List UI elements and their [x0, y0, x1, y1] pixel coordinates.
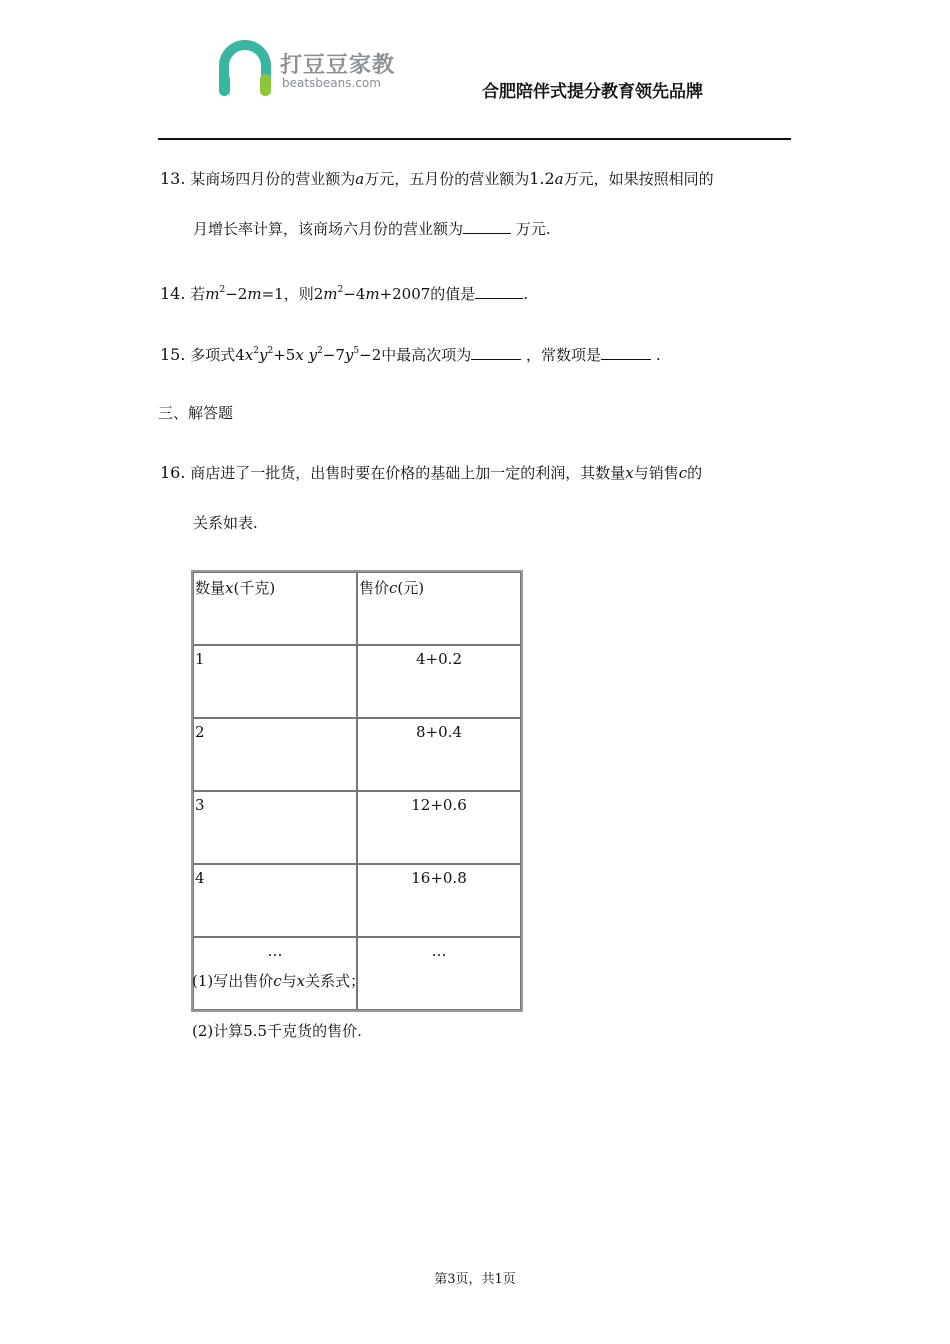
table-cell: 3 [193, 791, 357, 864]
table-row [193, 791, 521, 864]
answer-blank-constant[interactable] [601, 345, 651, 360]
question-16-part2: (2)计算5.5千克货的售价. [192, 1022, 362, 1040]
brand-logo [216, 38, 416, 100]
table-cell: 2 [193, 718, 357, 791]
table-header-cell: 售价c(元) [357, 572, 521, 645]
question-16-part1: (1)写出售价c与x关系式； [192, 972, 366, 990]
question-15: 15. 多项式$4x^2y^2+5x$ $y^2-7y^5-2$中最高次项为 ，常数项是 . [160, 345, 661, 364]
table-row [193, 718, 521, 791]
table-cell: 8+0.4 [357, 718, 521, 791]
table-cell: … [193, 937, 357, 1010]
brand-url: beatsbeans.com [282, 76, 381, 90]
table-cell: 1 [193, 645, 357, 718]
table-cell: 16+0.8 [357, 864, 521, 937]
table-row [193, 864, 521, 937]
table-cell: 4+0.2 [357, 645, 521, 718]
table-header-cell: 数量x(千克) [193, 572, 357, 645]
question-13-line1: 13. 某商场四月份的营业额为a万元，五月份的营业额为1.2a万元，如果按照相同的 [160, 169, 714, 188]
price-table [191, 570, 523, 1012]
header-slogan: 合肥陪伴式提分教育领先品牌 [482, 82, 703, 102]
answer-blank-highest-term[interactable] [471, 345, 521, 360]
answer-blank[interactable] [463, 219, 511, 234]
header-divider [158, 138, 791, 140]
table-row [193, 645, 521, 718]
question-16-line2: 关系如表. [193, 514, 258, 532]
table-cell: 4 [193, 864, 357, 937]
question-14: 14. 若$m^2-2m=1$，则$2m^2-4m+2007$的值是 . [160, 284, 529, 303]
question-13-line2: 月增长率计算，该商场六月份的营业额为 万元. [193, 220, 551, 238]
table-cell: 12+0.6 [357, 791, 521, 864]
page-number: 第3页，共1页 [434, 1272, 516, 1287]
section-title: 三、解答题 [158, 404, 234, 422]
table-header-row [193, 572, 521, 645]
table-cell: … [357, 937, 521, 1010]
logo-headphone-icon [216, 38, 276, 100]
brand-name: 打豆豆家教 [280, 53, 396, 78]
answer-blank[interactable] [475, 284, 523, 299]
question-16-line1: 16. 商店进了一批货，出售时要在价格的基础上加一定的利润，其数量x与销售c的 [160, 463, 703, 482]
